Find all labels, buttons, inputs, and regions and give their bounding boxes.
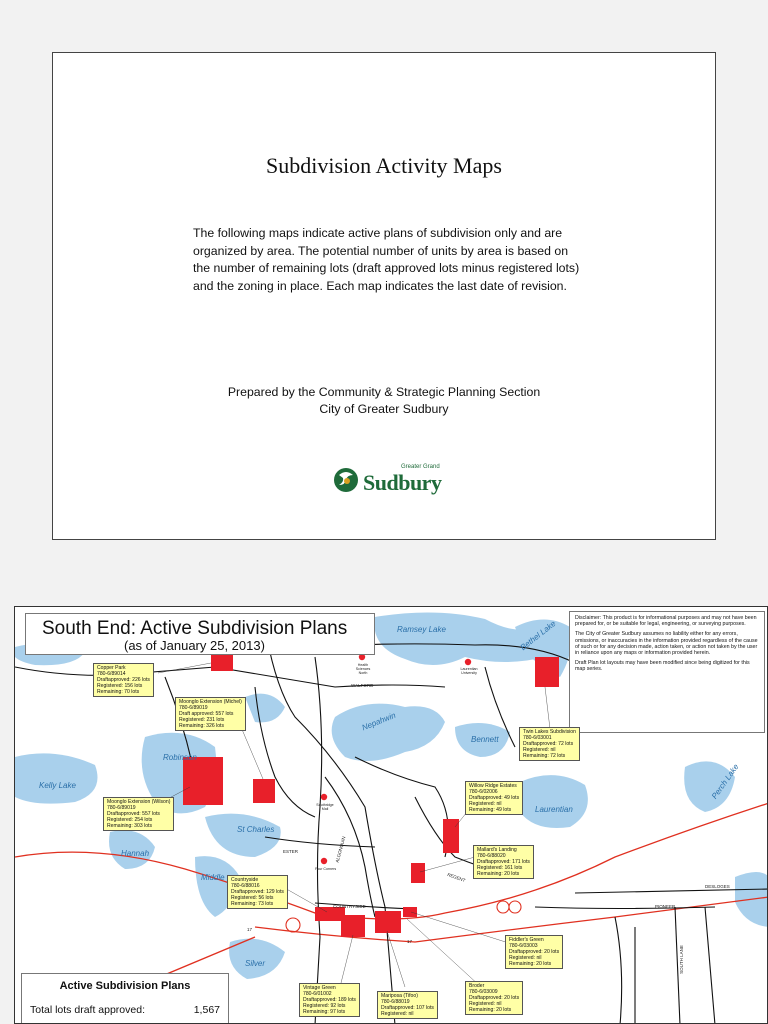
road-south-loop — [355, 757, 448, 857]
road-east-c — [705, 907, 715, 1024]
label-remaining: Remaining: 303 lots — [107, 823, 153, 829]
label-name: Fiddler's Green — [509, 937, 544, 943]
street-highway-17-west: 17 — [247, 927, 253, 932]
leader-twin — [545, 687, 550, 729]
st-charles-lake — [205, 814, 281, 857]
lake-upper-center — [245, 694, 285, 723]
logo-greater-grand: Greater Grand — [401, 464, 440, 470]
street-regent: REGENT — [446, 871, 467, 884]
place-ramsey-lake: Ramsey Lake — [397, 625, 446, 634]
label-draft: Draftapproved: 226 lots — [97, 677, 150, 683]
label-name: Countryside — [231, 877, 259, 883]
place-robinson: Robinson — [163, 753, 197, 762]
label-file: 780-6/89019 — [179, 705, 208, 711]
leader-vintage — [341, 935, 353, 983]
label-draft: Draftapproved: 49 lots — [469, 795, 520, 801]
poi-southridge-mall: Southridge Mall — [316, 803, 334, 811]
disclaimer-para-2: The City of Greater Sudbury assumes no liability either for any errors, omissions, or inaccuracies in the information provided regardless of the cause of such or for any decision made, action taken, or action not taken by the user in reliance upon any maps or information provided herein. — [575, 631, 758, 657]
place-kelly-lake: Kelly Lake — [39, 781, 76, 790]
label-name: Twin Lakes Subdivision — [523, 729, 576, 735]
label-registered: Registered: nil — [469, 801, 502, 807]
disclaimer-box — [569, 611, 765, 733]
label-name: Vintage Green — [303, 985, 336, 991]
laurentian-lake — [520, 775, 588, 828]
label-name: Moonglo Extension (Wilson) — [107, 799, 171, 805]
map-title-box — [25, 613, 375, 655]
leader-mallard — [420, 857, 475, 872]
interchange-east-2 — [509, 901, 521, 913]
south-end-map — [14, 606, 768, 1024]
prepared-by-line-2: City of Greater Sudbury — [319, 402, 449, 416]
place-nepahwin: Nepahwin — [360, 710, 397, 733]
label-draft: Draftapproved: 557 lots — [107, 811, 160, 817]
label-draft: Draftapproved: 20 lots — [469, 995, 520, 1001]
label-file: 780-6/03001 — [523, 735, 552, 741]
summary-box — [21, 973, 229, 1024]
label-remaining: Remaining: 20 lots — [509, 961, 552, 967]
label-mallards-landing — [473, 845, 534, 879]
label-registered: Registered: 254 lots — [107, 817, 153, 823]
summary-title: Active Subdivision Plans — [59, 980, 191, 992]
kelly-lake — [15, 753, 98, 803]
poi-health-sciences-north: Health Sciences North — [355, 663, 371, 675]
lots-copper-park — [211, 655, 233, 671]
street-highway-17-south: 17 — [407, 939, 413, 944]
label-mariposa — [377, 991, 438, 1019]
label-name: Willow Ridge Estates — [469, 783, 517, 789]
label-willow-ridge — [465, 781, 523, 815]
lots-moonglo-wilson — [183, 757, 223, 805]
interchange-east-1 — [497, 901, 509, 913]
label-broder — [465, 981, 523, 1015]
label-registered: Registered: 56 lots — [231, 895, 274, 901]
sudbury-swirl-icon — [331, 463, 363, 495]
place-hannah: Hannah — [121, 849, 150, 858]
leader-michel — [241, 727, 263, 779]
label-name: Broder — [469, 983, 485, 989]
label-file: 780-6/88019 — [381, 999, 410, 1005]
map-title: South End: Active Subdivision Plans — [42, 618, 348, 639]
summary-row-draft-approved — [30, 1004, 220, 1016]
sudbury-logo — [331, 463, 441, 495]
interchange-west — [286, 918, 300, 932]
summary-row-value: 1,567 — [193, 1004, 220, 1016]
street-desloges: DESLOGES — [705, 884, 730, 889]
label-remaining: Remaining: 49 lots — [469, 807, 512, 813]
label-copper-park — [93, 663, 154, 697]
label-registered: Registered: nil — [523, 747, 556, 753]
label-draft: Draftapproved: 189 lots — [303, 997, 356, 1003]
slide-title: Subdivision Activity Maps — [266, 153, 502, 178]
street-pioneer: PIONEER — [655, 904, 676, 909]
street-south-lane: SOUTH LANE — [678, 945, 684, 974]
street-ester: ESTER — [283, 849, 299, 854]
label-file: 780-6/88016 — [231, 883, 260, 889]
poi-four-corners: Four Corners — [315, 867, 337, 871]
label-remaining: Remaining: 326 lots — [179, 723, 225, 729]
label-draft: Draftapproved: 72 lots — [523, 741, 574, 747]
label-remaining: Remaining: 20 lots — [469, 1007, 512, 1013]
label-file: 780-6/89019 — [107, 805, 136, 811]
street-algonquin: ALGONQUIN — [334, 835, 347, 864]
label-remaining: Remaining: 20 lots — [477, 871, 520, 877]
lots-mariposa — [375, 911, 401, 933]
disclaimer-para-1: Disclaimer: This product is for informational purposes and may not have been prepared for, or be suitable for legal, engineering, or surveying purposes. — [575, 615, 757, 628]
label-vintage-green — [299, 983, 360, 1017]
lots-twin-lakes — [535, 657, 559, 687]
lots-willow-ridge — [443, 819, 459, 853]
map-revision-date: (as of January 25, 2013) — [124, 638, 265, 653]
label-draft: Draft approved: 557 lots — [179, 711, 234, 717]
place-st-charles: St Charles — [237, 825, 275, 834]
label-registered: Registered: nil — [381, 1011, 414, 1017]
road-walford — [215, 667, 445, 687]
label-remaining: Remaining: 97 lots — [303, 1009, 346, 1015]
label-remaining: Remaining: 72 lots — [523, 753, 566, 759]
prepared-by-line-1: Prepared by the Community & Strategic Planning Section — [227, 385, 541, 399]
place-silver: Silver — [245, 959, 266, 968]
label-file: 780-6/88020 — [477, 853, 506, 859]
poi-laurentian-university: Laurentian University — [460, 667, 478, 675]
place-bennett: Bennett — [471, 735, 499, 744]
poi-southridge-marker — [321, 794, 327, 800]
label-file: 780-6/01002 — [303, 991, 332, 997]
label-remaining: Remaining: 70 lots — [97, 689, 140, 695]
lots-mallards — [411, 863, 425, 883]
label-draft: Draftapproved: 20 lots — [509, 949, 560, 955]
leader-countryside — [283, 887, 327, 912]
label-remaining: Remaining: 73 lots — [231, 901, 274, 907]
lots-vintage — [341, 915, 365, 937]
summary-row-label: Total lots draft approved: — [30, 1004, 145, 1016]
label-name: Mallard's Landing — [477, 847, 517, 853]
label-name: Moonglo Extension (Michel) — [179, 699, 242, 705]
place-perch-lake: Perch Lake — [709, 762, 741, 801]
street-walford: WALFORD — [351, 683, 374, 688]
label-registered: Registered: nil — [469, 1001, 502, 1007]
place-middle: Middle — [201, 873, 225, 882]
lots-countryside — [315, 907, 345, 921]
prepared-by — [53, 384, 715, 418]
disclaimer-para-3: Draft Plan lot layouts may have been modified since being digitized for this map series. — [575, 660, 750, 673]
poi-four-corners-marker — [321, 858, 327, 864]
place-laurentian: Laurentian — [535, 805, 573, 814]
label-twin-lakes — [519, 727, 580, 761]
label-registered: Registered: 231 lots — [179, 717, 225, 723]
logo-wordmark: Sudbury — [363, 470, 442, 495]
label-draft: Draftapproved: 107 lots — [381, 1005, 434, 1011]
road-regent — [315, 657, 322, 1024]
label-name: Copper Park — [97, 665, 126, 671]
lots-moonglo-michel — [253, 779, 275, 803]
road-pioneer — [535, 907, 715, 909]
label-draft: Draftapproved: 171 lots — [477, 859, 530, 865]
poi-laurentian-marker — [465, 659, 471, 665]
lots-fiddlers — [403, 907, 417, 917]
label-file: 780-6/02006 — [469, 789, 498, 795]
leader-broder — [407, 919, 481, 987]
label-registered: Registered: 161 lots — [477, 865, 523, 871]
label-file: 780-6/89014 — [97, 671, 126, 677]
street-countryside: COUNTRYSIDE — [333, 904, 366, 909]
place-bethel-lake: Bethel Lake — [518, 618, 558, 653]
label-name: Mariposa (Tifoo) — [381, 993, 418, 999]
label-registered: Registered: 156 lots — [97, 683, 143, 689]
title-slide — [52, 52, 716, 540]
label-fiddlers-green — [505, 935, 563, 969]
label-draft: Draftapproved: 129 lots — [231, 889, 284, 895]
label-file: 780-6/03003 — [509, 943, 538, 949]
slide-description: The following maps indicate active plans of subdivision only and are organized by area. The potential number of units by area is based on the number of remaining lots (draft approved lots minus registered lots) and the zoning in place. Each map indicates the last date of revision. — [193, 226, 580, 293]
label-registered: Registered: 92 lots — [303, 1003, 346, 1009]
label-file: 780-6/03009 — [469, 989, 498, 995]
label-moonglo-wilson — [103, 797, 174, 831]
road-long-lake — [615, 917, 622, 1024]
label-countryside — [227, 875, 288, 909]
label-moonglo-michel — [175, 697, 246, 731]
label-registered: Registered: nil — [509, 955, 542, 961]
